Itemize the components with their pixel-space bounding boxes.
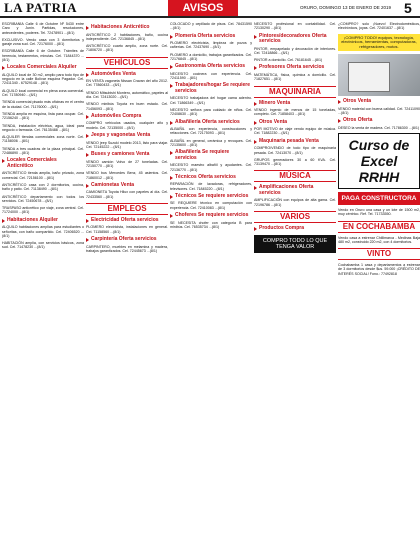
classified-ad: REPARACIÓN de lavadoras, refrigeradores, televisores. Cel. 71845220 ...(8/1): [170, 182, 252, 191]
classified-ad: PLOMERO a domicilio, trabajos garantizados. Cel. 72176845 ...(8/1): [170, 52, 252, 61]
classified-ad: PLOMERO electricista, limpieza de pozos y cañerías. Cel. 72437690 ...(8/1): [170, 41, 252, 50]
classified-ad: CARPINTERO, muebles en melamina y madera, trabajos garantizados. Cel. 72445673 ...(8/1): [86, 244, 168, 253]
category-heading: [86, 72, 168, 78]
column-4: [254, 22, 336, 544]
classified-ad: TIENDA comercial pisado más oficinas en el centro de la ciudad. Cel. 71176000 ...(8/1): [2, 100, 84, 109]
category-heading-text: Gastronomía Oferta servicios: [175, 63, 246, 70]
category-heading-text: Otros Venta: [259, 118, 288, 125]
classified-ad: ANTICRÉTICO cuarto amplio, zona norte. Cel. 71806720 ...(8/1): [86, 44, 168, 53]
category-heading-text: Choferes Se requiere servicios: [175, 212, 249, 219]
classified-ad: VENDO minibús Toyota en buen estado. Cel. 71456093 ...(8/1): [86, 102, 168, 111]
triangle-bullet-icon: [254, 186, 257, 190]
triangle-bullet-icon: [170, 151, 173, 155]
category-heading: [254, 226, 336, 232]
category-heading: [2, 218, 84, 224]
category-heading-text: Otros Venta: [343, 98, 372, 105]
category-heading-text: Automóviles Venta: [91, 70, 136, 77]
classified-ad: Vendo casa a estrenar Chillimarca - Medinas Baja 480 m2, construido 220 m2, con 4 dormitorios.: [338, 235, 420, 244]
classified-ad: ALQUILO habitaciones amplias para estudiantes o señoritas, con baño compartido. Cel. 72406520 ...(8/1): [2, 225, 84, 238]
classified-ad: PINTOR a domicilio. Cel. 76181645 ...(8/1): [254, 58, 323, 63]
classified-ad: VENDO jeep Suzuki modelo 2013, listo para viajar. Cel. 72145222 ...(8/1): [86, 140, 168, 149]
classified-ad: NECESITO profesional en contabilidad. Cel. 72130290 ...(8/1): [254, 22, 336, 31]
category-heading-text: Jeeps y vagonetas Venta: [91, 132, 151, 139]
triangle-bullet-icon: [170, 65, 173, 69]
yellow-ad: ¡COMPRO TODO! equipos, tecnología, electrónicos, herramientas, computadoras, refrigeradores, motos.: [338, 34, 420, 52]
triangle-bullet-icon: [86, 134, 89, 138]
section-title: AVISOS: [168, 0, 238, 16]
section-banner: VARIOS: [254, 211, 336, 223]
triangle-bullet-icon: [170, 121, 173, 125]
classified-ad: EXCLUSIVO. Vendo casa con 3 dormitorios y garaje zona sud. Cel. 72176000 ...(8/1): [2, 37, 84, 47]
category-heading-text: Otros Oferta: [343, 117, 373, 124]
triangle-bullet-icon: [170, 84, 173, 88]
category-heading-text: Técnicos Oferta servicios: [175, 173, 236, 180]
column-5: [338, 22, 420, 544]
category-heading-text: Automóviles Compra: [91, 112, 142, 119]
triangle-bullet-icon: [86, 219, 89, 223]
column-1: [2, 22, 84, 544]
category-heading: [170, 150, 252, 161]
classified-ad: POR MOTIVO de viaje vendo equipo de música. Cel. 71882230 ...(8/1): [254, 127, 336, 136]
classified-ad: COMPRO/VENDO de todo tipo de maquinaria pesada. Cel. 72413070 ...(8/1): [254, 146, 336, 155]
category-heading: [86, 114, 168, 120]
triangle-bullet-icon: [86, 115, 89, 119]
triangle-bullet-icon: [170, 214, 173, 218]
triangle-bullet-icon: [86, 184, 89, 188]
category-heading: [170, 34, 252, 40]
category-heading-text: Minero Venta: [259, 99, 291, 106]
classified-ad: ¿COMPRO? solo ¡Nuevo! Electrodomésticos, electrónicos, joyas. Cel. 72401637 ...(8/1): [338, 22, 420, 31]
classified-ad: ANTICRÉTICO casa con 2 dormitorios, cocina, baño y patio. Cel. 71138490 ...(8/1): [2, 182, 84, 192]
classified-ad: MATEMÁTICA, física, química a domicilio. Cel. 71827651 ...(8/1): [254, 72, 336, 82]
triangle-bullet-icon: [254, 102, 257, 106]
classified-ad: ALBAÑIL con experiencia, construcciones y refacciones. Cel. 72175093 ...(8/1): [170, 127, 252, 136]
triangle-bullet-icon: [254, 140, 257, 144]
classified-ad: CAMIONETA Toyota Hilux con papeles al día. Cel. 72433560 ...(8/1): [86, 190, 168, 199]
category-heading: [86, 152, 168, 158]
triangle-bullet-icon: [254, 227, 257, 231]
category-heading-text: Habitaciones Alquiler: [7, 216, 58, 223]
classified-ad: PLOMERO electricista, instalaciones en general. Cel. 71158560 ...(8/1): [86, 225, 168, 234]
category-heading-text: Habitaciones Anticrético: [91, 24, 150, 30]
course-ad: Curso de Excel RRHH: [338, 133, 420, 189]
triangle-bullet-icon: [2, 66, 5, 70]
classified-ad: TRASPASO anticrético por viaje, zona central. Cel. 71724000 ...(8/1): [2, 206, 84, 215]
category-heading-text: Plomería Oferta servicios: [175, 32, 236, 39]
triangle-bullet-icon: [86, 73, 89, 77]
section-banner: MAQUINARIA: [254, 86, 336, 98]
classified-ad: ANTICRÉTICO 2 habitaciones, baño, cocina independiente. Cel. 72136845 ...(8/1): [86, 32, 168, 41]
category-heading: [338, 99, 420, 105]
classified-ad: HABITACIÓN amplia, con servicios básicos, zona sud. Cel. 71478230 ...(8/1): [2, 241, 84, 250]
triangle-bullet-icon: [254, 35, 257, 39]
classified-ad: ANTICRÉTICO tienda amplia, baño privado, zona comercial. Cel. 72156100 ...(8/1): [2, 171, 84, 180]
category-heading: [2, 158, 84, 169]
category-heading: [170, 64, 252, 70]
category-heading: [338, 118, 420, 124]
page-number: 5: [404, 0, 412, 16]
category-heading-text: Electricidad Oferta servicios: [91, 216, 159, 223]
dateline: ORURO, DOMINGO 13 DE ENERO DE 2019: [300, 5, 392, 10]
classified-ad: COLOCADO y cepillado de pisos. Cel. 78431590 ...(8/1): [170, 22, 252, 31]
category-heading: [254, 65, 336, 71]
category-heading-text: Productos Compra: [259, 225, 305, 232]
classified-ad: ALQUILER tiendas comerciales zona norte. Cel. 71158006 ...(8/1): [2, 135, 84, 144]
category-heading: [2, 65, 84, 71]
classified-ad: TIENDA amplia en esquina, lista para ocupar. Cel. 72156240 ...(8/1): [2, 111, 84, 121]
category-heading-text: Profesores Oferta servicios: [259, 64, 325, 71]
classified-ad: ESCRIBANÍA Calle 6 de Octubre. Trámites de herencia, testamentos, minutas. Cel. 71844370 ...(8/1): [2, 49, 84, 63]
classified-ad: SE NECESITA chofer con categoría B para minibús. Cel. 76535734 ...(8/1): [170, 220, 252, 229]
category-heading: [254, 120, 336, 126]
category-heading: [86, 25, 168, 31]
classified-ad: COMPRO vehículos usados, cualquier año y modelo. Cel. 72135000 ...(8/1): [86, 121, 168, 130]
category-heading: [86, 183, 168, 189]
classified-ad: Vendo en Oruro una casa y un lote de 1500 m2, muy céntrico. Ref. Tel. 71733550.: [338, 207, 420, 217]
triangle-bullet-icon: [338, 100, 341, 104]
triangle-bullet-icon: [254, 66, 257, 70]
triangle-bullet-icon: [2, 219, 5, 223]
classified-ad: EN VENTA vagoneta Nissan Cravan del año 2012. Cel. 77860433 ...(8/1): [86, 79, 168, 88]
classified-ad: DESEO la venta de madera. Cel. 71786300 ...(8/1): [338, 125, 420, 130]
category-heading: [254, 34, 336, 45]
triangle-bullet-icon: [170, 35, 173, 39]
classified-ad: ESCRIBANÍA Calle 6 de Octubre Nº 5430 entre Caro y Junín. Partidas, resoluciones, antecedentes, poderes. Tel. 72478901 ...(8/1): [2, 22, 84, 35]
classified-ad: ALQUILO local comercial en plena zona comercial. Cel. 71780940 ...(8/1): [2, 88, 84, 98]
classified-ad: ALBAÑIL en general, cerámica y revoques. Cel. 72135600 ...(8/1): [170, 138, 252, 147]
classified-ad: VENDO Mitsubishi Montero, automático, papeles al día. Cel. 72413020 ...(8/1): [86, 90, 168, 100]
highlight-ad: PAGA CONSTRUCTORA: [338, 192, 420, 205]
section-banner: EN COCHABAMBA: [338, 221, 420, 233]
category-heading: [254, 185, 336, 196]
category-heading-text: Locales Comerciales Alquiler: [7, 64, 77, 71]
section-banner: VEHÍCULOS: [86, 57, 168, 69]
category-heading: [254, 139, 336, 145]
triangle-bullet-icon: [86, 26, 89, 30]
triangle-bullet-icon: [170, 176, 173, 180]
category-heading-text: Amplificaciones Oferta servicios: [259, 184, 314, 196]
category-heading-text: Locales Comerciales Anticrético: [7, 157, 57, 169]
classified-ad: VENDO bus Mercedes Benz, 45 asientos. Cel. 71860012 ...(8/1): [86, 171, 168, 180]
category-heading: [86, 218, 168, 224]
triangle-bullet-icon: [2, 159, 5, 163]
category-heading-text: Albañilería Se requiere servicios: [175, 149, 230, 161]
section-banner: EMPLEOS: [86, 203, 168, 215]
triangle-bullet-icon: [86, 238, 89, 242]
column-3: [170, 22, 252, 544]
boxed-ad: COMPRO TODO LO QUE TENGA VALOR: [254, 235, 336, 253]
category-heading: [86, 133, 168, 139]
classified-ad: AMPLIFICACIÓN con equipos de alta gama. Cel. 72196786 ...(8/1): [254, 198, 336, 207]
column-2: [86, 22, 168, 544]
category-heading-text: Buses y camiones Venta: [91, 151, 150, 158]
house-photo: [338, 54, 420, 96]
category-heading: [170, 175, 252, 181]
category-heading: [170, 83, 252, 94]
category-heading: [86, 237, 168, 243]
classified-ad: VENDO material con buena calidad. Cel. 72411090 ...(8/1): [338, 106, 420, 115]
category-heading: [254, 101, 336, 107]
category-heading: [170, 120, 252, 126]
category-heading-text: Pintores/decoradores Oferta servicios: [259, 32, 327, 45]
category-heading-text: Maquinaria pesada Venta: [259, 137, 319, 144]
classified-ad: ANTICRÉTICO departamento con todos los servicios. Cel. 72450678 ...(8/1): [2, 194, 84, 203]
classified-ad: NECESITO trabajadora del hogar cama adentro. Cel. 71866349 ...(8/1): [170, 96, 252, 105]
classified-ad: SE REQUIERE técnico en computación con experiencia. Cel. 72410083 ...(8/1): [170, 201, 252, 210]
category-heading-text: Técnicos Se requiere servicios: [175, 192, 249, 199]
category-heading-text: Carpintería Oferta servicios: [91, 236, 157, 243]
triangle-bullet-icon: [170, 195, 173, 199]
classified-ad: NECESITO señora para cuidado de niños. Cel. 72408630 ...(8/1): [170, 107, 252, 117]
category-heading-text: Camionetas Venta: [91, 181, 135, 188]
category-heading-text: Trabajadores/hogar Se requiere servicios: [175, 82, 251, 94]
triangle-bullet-icon: [254, 121, 257, 125]
classified-ad: NECESITO maestro albañil y ayudantes. Cel. 72136770 ...(8/1): [170, 163, 252, 172]
classified-ad: NECESITO cocinera con experiencia. Cel. 72411590 ...(8/1): [170, 71, 252, 81]
newspaper-brand: LA PATRIA: [4, 0, 77, 15]
triangle-bullet-icon: [86, 153, 89, 157]
classified-ad: PINTOR, empapelado y decoración de interiores. Cel. 72418866 ...(8/1): [254, 46, 336, 55]
classified-ad: GRUPOS generadores 30 a 60 KVA. Cel. 73139470 ...(8/1): [254, 157, 336, 167]
category-heading: [170, 213, 252, 219]
category-heading: [170, 194, 252, 200]
section-banner: VINTO: [338, 248, 420, 260]
triangle-bullet-icon: [338, 119, 341, 123]
classified-ad: ALQUILO local de 30 m2, amplio para todo tipo de negocio en la calle Bolívar esquina Pagador. Cel. 72411340 - 67529148 ...(8/1): [2, 72, 84, 86]
classified-ad: Cochabamba 1 casa y departamentos a estrenar de 3 dormitorios desde $us. 59.000 ¡CRÉDITO DE INTERÉS SOCIAL! Fono.: 77492818: [338, 263, 420, 276]
classified-ad: VENDO camión Volvo de 27 toneladas. Cel. 72150770 ...(8/1): [86, 159, 168, 168]
classified-ad: TIENDA, instalación eléctrica, agua, ideal para negocio o farmacia. Cel. 76135488 ...(8/1): [2, 123, 84, 132]
classified-ad: TIENDA a tres cuadras de la plaza principal. Cel. 72486890 ...(8/1): [2, 146, 84, 156]
page-header: [0, 0, 420, 18]
classified-ad: VENDO ingenio de menos de 15 toneladas, completo. Cel. 71858403 ...(8/1): [254, 108, 336, 117]
category-heading-text: Albañilería Oferta servicios: [175, 118, 240, 125]
section-banner: MÚSICA: [254, 170, 336, 182]
